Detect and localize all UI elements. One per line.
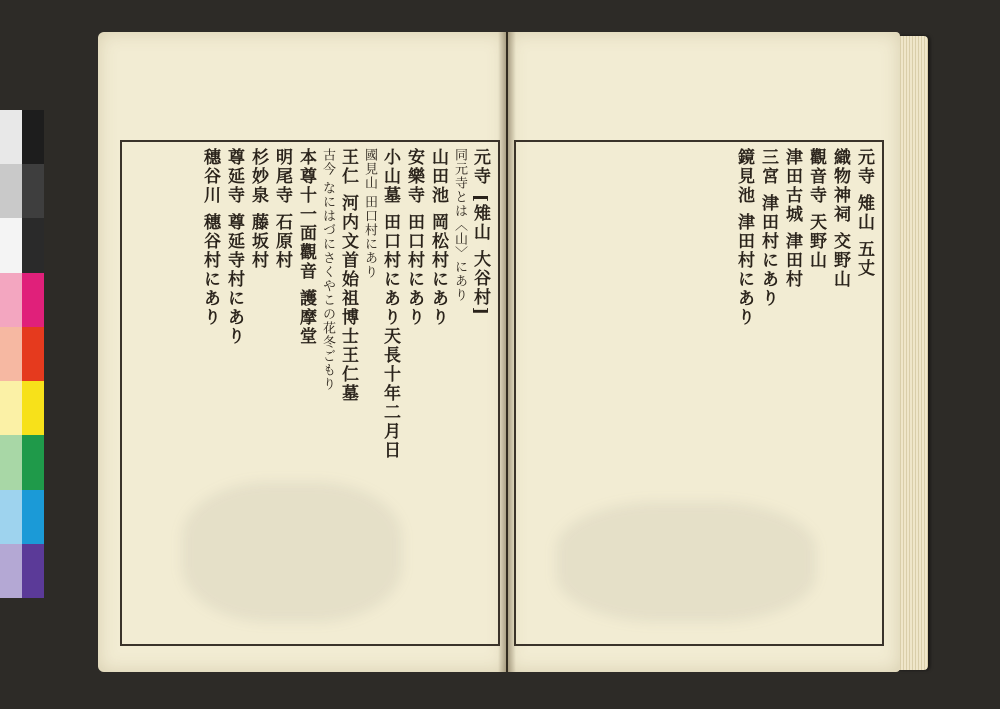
text-column: 鏡見池 津田村にあり <box>734 148 754 327</box>
text-column: 元寺 雉山 五丈 <box>854 148 874 278</box>
color-patch <box>0 490 22 544</box>
text-column: 杉妙泉 藤坂村 <box>248 148 268 270</box>
color-patch <box>0 381 22 435</box>
color-patch <box>0 544 22 598</box>
text-column: 穗谷川 穗谷村にあり <box>200 148 220 327</box>
text-column: 國見山 田口村にあり <box>362 148 377 280</box>
right-text-frame <box>514 140 884 646</box>
color-patch <box>22 435 44 489</box>
text-column: 尊延寺 尊延寺村にあり <box>224 148 244 346</box>
text-column: 三宮 津田村にあり <box>758 148 778 308</box>
text-column: 安樂寺 田口村にあり <box>404 148 424 327</box>
text-column: 王仁 河内文首始祖博士王仁墓 <box>338 148 358 403</box>
page-edges <box>898 36 928 670</box>
text-column: 津田古城 津田村 <box>782 148 802 289</box>
left-text-columns <box>128 148 492 638</box>
color-patch <box>22 218 44 272</box>
text-column: 山田池 岡松村にあり <box>428 148 448 327</box>
text-column: 小山墓 田口村にあり天長十年二月日 <box>380 148 400 460</box>
open-book <box>98 28 928 678</box>
book-gutter <box>498 32 516 672</box>
left-page <box>98 32 506 672</box>
text-column: 同元寺とは〈山〉にあり <box>452 148 467 302</box>
text-column: 古今 なにはづにさくやこの花冬ごもり <box>320 148 335 392</box>
text-column: 觀音寺 天野山 <box>806 148 826 270</box>
color-patch <box>0 327 22 381</box>
left-text-frame <box>120 140 500 646</box>
right-page <box>508 32 900 672</box>
text-column: 明尾寺 石原村 <box>272 148 292 270</box>
color-patch <box>22 164 44 218</box>
color-patch <box>22 490 44 544</box>
color-calibration-strip <box>0 110 44 598</box>
color-patch <box>22 273 44 327</box>
color-patch <box>22 381 44 435</box>
color-patch <box>22 544 44 598</box>
color-patch <box>0 218 22 272</box>
text-column: 元寺 [雉山 大谷村] <box>470 148 490 317</box>
right-text-columns <box>522 148 876 638</box>
color-patch <box>0 273 22 327</box>
color-patch <box>0 435 22 489</box>
color-patch <box>22 327 44 381</box>
color-patch <box>0 164 22 218</box>
color-patch <box>0 110 22 164</box>
color-patch <box>22 110 44 164</box>
text-column: 本尊十一面觀音 護摩堂 <box>296 148 316 346</box>
text-column: 織物神祠 交野山 <box>830 148 850 289</box>
